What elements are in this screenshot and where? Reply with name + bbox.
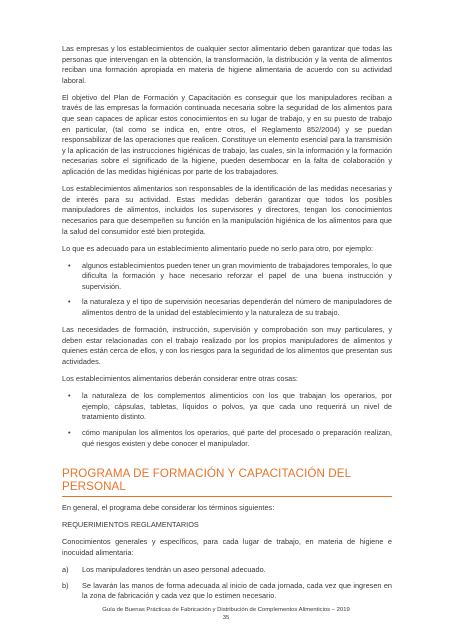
page-footer xyxy=(0,606,452,622)
subheading-requirements: REQUERIMIENTOS REGLAMENTARIOS xyxy=(62,520,199,530)
list-item: • la naturaleza de los complementos alimenticios con los que trabajan los operarios, por ejemplo, cápsulas, tabletas, líquidos o polvos, ya que cada uno requerirá un nivel de tratamiento distinto. xyxy=(68,391,392,422)
bullet-icon: • xyxy=(68,427,71,437)
paragraph-responsibility: Los establecimientos alimentarios son responsables de la identificación de las medidas necesarias y de interés para su actividad. Estas medidas deberán garantizar que todos los posibles manipuladores de alimentos, incluidos los supervisores y directores, tengan los conocimientos necesarios para que desempeñen su función en la manipulación higiénica de los alimentos para que la salud del consumidor esté bien protegida. xyxy=(62,184,392,236)
list-item: b) Se lavarán las manos de forma adecuada al inicio de cada jornada, cada vez que ingresen en la zona de fabricación y cada vez que lo estimen necesario. xyxy=(62,580,392,601)
bullet-icon: • xyxy=(68,260,71,270)
paragraph-knowledge: Conocimientos generales y específicos, para cada lugar de trabajo, en materia de higiene e inocuidad alimentaria: xyxy=(62,537,392,557)
paragraph-needs: Las necesidades de formación, instrucción, supervisión y comprobación son muy particulares, y deben estar relacionadas con el trabajo realizado por los propios manipuladores de alimentos y quienes están cerca de ellos, y con los riesgos para la seguridad de los alimentos que presentan sus actividades. xyxy=(62,325,392,366)
bullet-list-examples xyxy=(62,261,392,319)
section-heading: PROGRAMA DE FORMACIÓN Y CAPACITACIÓN DEL PERSONAL xyxy=(62,467,392,497)
paragraph-objective: El objetivo del Plan de Formación y Capacitación es conseguir que los manipuladores reciban a través de las empresas la formación continuada necesaria sobre la seguridad de los alimentos para que sean capaces de aplicar estos conocimientos en su lugar de trabajo, y en su puesto de trabajo en particular, (tal como se indica en, entre otros, el Reglamento 852/2004) y se puedan responsabilizar de las operaciones que realicen. Constituye un elemento esencial para la transmisión y la aplicación de las instrucciones higiénicas de trabajo, las cuales, sin la información y la formación necesarias sobre el significado de la higiene, pueden desembocar en la falta de colaboración y aplicación de las medidas higiénicas por parte de los trabajadores. xyxy=(62,92,392,177)
page-content xyxy=(62,44,392,607)
list-item: • cómo manipulan los alimentos los operarios, qué parte del procesado o preparación realizan, qué riesgos existen y debe conocer el manipulador. xyxy=(68,427,392,448)
paragraph-program-intro: En general, el programa debe considerar los términos siguientes: xyxy=(62,503,275,513)
list-item: • algunos establecimientos pueden tener un gran movimiento de trabajadores temporales, lo que dificulta la formación y hace necesario reforzar el papel de una buena instrucción y supervisión. xyxy=(68,260,392,291)
list-marker: b) xyxy=(62,580,69,590)
page-number: 35 xyxy=(222,615,230,621)
lettered-list xyxy=(62,565,392,602)
bullet-list-considerations xyxy=(62,391,392,449)
paragraph-intro: Las empresas y los establecimientos de cualquier sector alimentario deben garantizar que todas las personas que intervengan en la obtención, la transformación, la distribución y la venta de alimentos reciban una formación apropiada en materia de higiene alimentaria de acuerdo con su actividad laboral. xyxy=(62,44,392,85)
list-item: a) Los manipuladores tendrán un aseo personal adecuado. xyxy=(62,564,266,574)
list-marker: a) xyxy=(62,564,69,574)
footer-title: Guía de Buenas Prácticas de Fabricación y Distribución de Complementos Alimenticios – 2019 xyxy=(102,607,350,613)
bullet-icon: • xyxy=(68,297,71,307)
paragraph-example-intro: Lo que es adecuado para un establecimiento alimentario puede no serlo para otro, por ejemplo: xyxy=(62,243,374,253)
bullet-icon: • xyxy=(68,391,71,401)
list-item: • la naturaleza y el tipo de supervisión necesarias dependerán del número de manipuladores de alimentos dentro de la unidad del establecimiento y la naturaleza de su trabajo. xyxy=(68,297,392,318)
paragraph-consider: Los establecimientos alimentarios deberán considerar entre otras cosas: xyxy=(62,374,298,384)
